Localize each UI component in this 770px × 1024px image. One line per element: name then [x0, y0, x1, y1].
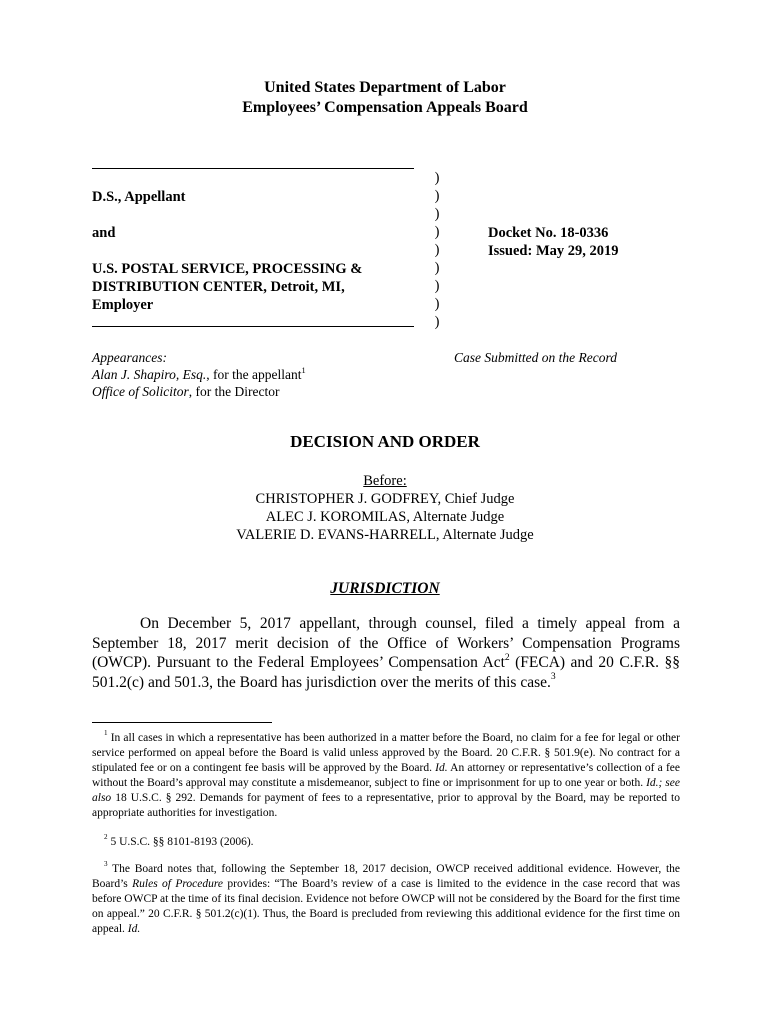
director-counsel [92, 383, 279, 400]
caption-paren: ) [434, 314, 440, 330]
before-label: Before: [363, 473, 407, 489]
caption-bottom-rule [92, 326, 414, 327]
caption-and: and [92, 225, 116, 241]
footnote-1: $^1$ In all cases in which a representative has been authorized in a matter before the Board, no claim for a fee for legal or other service performed on appeal before the Board is valid unless approved by the Board. 20 C.F.R. § 501.9(e). No contract for a stipulated fee or on a contingent fee basis will be approved by the Board. Id. An attorney or representative’s collection of a fee without the Board’s approval may constitute a misdemeanor, subject to fine or imprisonment for up to one year or both. Id.; see also 18 U.S.C. § 292. Demands for payment of fees to a representative, prior to approval by the Board, may be reported to appropriate authorities for investigation. [92, 729, 680, 819]
caption-paren: ) [434, 260, 440, 276]
counsel-name: Alan J. Shapiro, Esq. [92, 367, 207, 382]
board-name: Employees’ Compensation Appeals Board [242, 99, 528, 116]
judge-alternate-1: ALEC J. KOROMILAS, Alternate Judge [265, 509, 505, 525]
footnote-2: $^2$ 5 U.S.C. §§ 8101-8193 (2006). [104, 833, 254, 848]
caption-paren: ) [434, 242, 440, 258]
case-submitted-note: Case Submitted on the Record [454, 350, 617, 365]
agency-name: United States Department of Labor [264, 79, 506, 96]
docket-number: Docket No. 18-0336 [488, 225, 609, 241]
caption-paren: ) [434, 206, 440, 222]
jurisdiction-paragraph: On December 5, 2017 appellant, through counsel, filed a timely appeal from a September 18, 2017 merit decision of the Office of Workers’ Compensation Programs (OWCP). Pursuant to the Federal Employees’ Compensation Act$^2$ (FECA) and 20 C.F.R. §§ 501.2(c) and 501.3, the Board has jurisdiction over the merits of this case.$^3$ [92, 615, 680, 691]
employer-line-2: DISTRIBUTION CENTER, Detroit, MI, [92, 279, 345, 295]
employer-line-1: U.S. POSTAL SERVICE, PROCESSING & [92, 261, 363, 277]
footnote-3: $^3$ The Board notes that, following the September 18, 2017 decision, OWCP received additional evidence. However, the Board’s Rules of Procedure provides: “The Board’s review of a case is limited to the evidence in the case record that was before OWCP at the time of its final decision. Evidence not before OWCP will not be considered by the Board for the first time on appeal.” 20 C.F.R. § 501.2(c)(1). Thus, the Board is precluded from reviewing this additional evidence for the first time on appeal. Id. [92, 860, 680, 935]
jurisdiction-heading: JURISDICTION [330, 580, 440, 597]
footnote-ref-2[interactable]: 2 [504, 651, 510, 663]
caption-paren: ) [434, 278, 440, 294]
caption-paren: ) [434, 224, 440, 240]
appearances-label: Appearances: [92, 350, 167, 365]
footnote-ref-3[interactable]: 3 [550, 671, 556, 683]
decision-title: DECISION AND ORDER [290, 432, 480, 451]
appellant-name: D.S., Appellant [92, 189, 186, 205]
counsel-role: , for the appellant [206, 367, 302, 382]
footnote-separator [92, 722, 272, 723]
appellant-counsel [92, 366, 306, 383]
employer-line-3: Employer [92, 297, 154, 313]
caption-top-rule [92, 168, 414, 169]
issued-date: Issued: May 29, 2019 [488, 243, 619, 259]
caption-paren: ) [434, 170, 440, 186]
caption-paren: ) [434, 188, 440, 204]
footnote-ref-1[interactable]: 1 [301, 365, 306, 375]
judge-chief: CHRISTOPHER J. GODFREY, Chief Judge [255, 491, 515, 507]
judge-alternate-2: VALERIE D. EVANS-HARRELL, Alternate Judge [236, 527, 534, 543]
director-counsel-role: , for the Director [188, 384, 280, 399]
director-counsel-name: Office of Solicitor [92, 384, 189, 399]
caption-paren: ) [434, 296, 440, 312]
